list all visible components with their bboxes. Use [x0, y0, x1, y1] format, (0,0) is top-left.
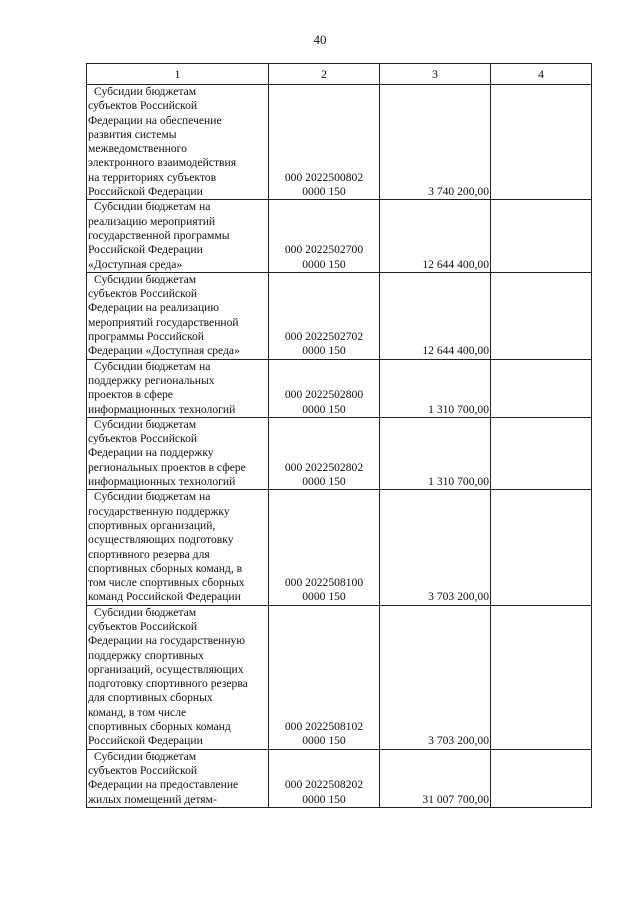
description-line: поддержку региональных: [88, 373, 215, 387]
budget-table: [86, 63, 592, 808]
description-line: спортивных сборных команд, в: [88, 561, 243, 575]
description-line: спортивных организаций,: [88, 518, 216, 532]
description-line: Российской Федерации: [88, 185, 203, 199]
description-line: команд, в том числе: [88, 705, 187, 719]
row-description: [87, 85, 269, 200]
row-description: [87, 490, 269, 605]
description-line: государственную поддержку: [88, 504, 230, 518]
row-amount: 12 644 400,00: [380, 272, 491, 359]
description-line: информационных технологий: [88, 475, 236, 489]
row-amount: 1 310 700,00: [380, 359, 491, 417]
code-line: 0000 150: [302, 185, 346, 199]
description-line: реализацию мероприятий: [88, 214, 216, 228]
row-amount: 3 740 200,00: [380, 85, 491, 200]
description-line: спортивных сборных команд: [88, 720, 231, 734]
row-budget-code: [269, 417, 380, 489]
description-line: Субсидии бюджетам на: [94, 200, 211, 214]
row-description: [87, 272, 269, 359]
description-line: Субсидии бюджетам: [94, 417, 197, 431]
code-line: 000 2022502700: [284, 243, 364, 257]
description-line: жилых помещений детям-: [88, 792, 217, 806]
description-line: мероприятий государственной: [88, 315, 239, 329]
description-line: субъектов Российской: [88, 432, 198, 446]
description-line: субъектов Российской: [88, 99, 198, 113]
code-line: 0000 150: [302, 475, 346, 489]
description-line: информационных технологий: [88, 402, 236, 416]
code-line: 000 2022508102: [284, 720, 364, 734]
description-line: организаций, осуществляющих: [88, 662, 244, 676]
page-number: 40: [313, 32, 327, 47]
row-amount: 12 644 400,00: [380, 200, 491, 272]
description-line: Федерации на государственную: [88, 634, 245, 648]
code-line: 0000 150: [302, 402, 346, 416]
description-line: подготовку спортивного резерва: [88, 677, 248, 691]
description-line: электронного взаимодействия: [88, 156, 237, 170]
description-line: на территориях субъектов: [88, 170, 217, 184]
code-line: 0000 150: [302, 792, 346, 806]
row-description: [87, 359, 269, 417]
description-line: проектов в сфере: [88, 388, 173, 402]
description-line: Субсидии бюджетам на: [94, 490, 211, 504]
row-budget-code: [269, 85, 380, 200]
code-line: 000 2022502800: [284, 388, 364, 402]
code-line: 000 2022508202: [284, 778, 364, 792]
row-description: [87, 749, 269, 807]
table-row: [87, 490, 592, 605]
description-line: Субсидии бюджетам: [94, 85, 197, 98]
row-col-4: [491, 359, 592, 417]
row-budget-code: [269, 605, 380, 749]
description-line: «Доступная среда»: [88, 257, 183, 271]
description-line: программы Российской: [88, 330, 204, 344]
description-line: Федерации на предоставление: [88, 778, 239, 792]
row-budget-code: [269, 359, 380, 417]
table-row: [87, 417, 592, 489]
description-line: Федерации на обеспечение: [88, 113, 222, 127]
description-line: том числе спортивных сборных: [88, 576, 245, 590]
row-col-4: [491, 272, 592, 359]
row-budget-code: [269, 749, 380, 807]
code-line: 000 2022502702: [284, 330, 364, 344]
row-col-4: [491, 605, 592, 749]
code-line: 0000 150: [302, 590, 346, 604]
table-row: [87, 359, 592, 417]
header-col-3: 3: [380, 64, 491, 85]
row-col-4: [491, 85, 592, 200]
description-line: государственной программы: [88, 228, 230, 242]
description-line: Российской Федерации: [88, 734, 203, 748]
table-row: [87, 749, 592, 807]
row-budget-code: [269, 490, 380, 605]
description-line: Субсидии бюджетам: [94, 749, 197, 763]
description-line: Федерации на поддержку: [88, 446, 214, 460]
table-body: [87, 85, 592, 808]
table-row: [87, 85, 592, 200]
row-col-4: [491, 200, 592, 272]
description-line: Федерации на реализацию: [88, 301, 220, 315]
table-header: [87, 64, 592, 85]
row-amount: 3 703 200,00: [380, 605, 491, 749]
header-col-1: 1: [87, 64, 269, 85]
row-budget-code: [269, 200, 380, 272]
description-line: Субсидии бюджетам: [94, 272, 197, 286]
row-budget-code: [269, 272, 380, 359]
description-line: региональных проектов в сфере: [88, 460, 246, 474]
description-line: Российской Федерации: [88, 243, 203, 257]
description-line: субъектов Российской: [88, 287, 198, 301]
table-row: [87, 605, 592, 749]
code-line: 000 2022502802: [284, 460, 364, 474]
code-line: 000 2022500802: [284, 170, 364, 184]
description-line: развития системы: [88, 127, 177, 141]
row-amount: 1 310 700,00: [380, 417, 491, 489]
description-line: команд Российской Федерации: [88, 590, 241, 604]
description-line: Субсидии бюджетам: [94, 605, 197, 619]
description-line: межведомственного: [88, 142, 187, 156]
table-row: [87, 272, 592, 359]
row-description: [87, 605, 269, 749]
code-line: 0000 150: [302, 257, 346, 271]
description-line: субъектов Российской: [88, 619, 198, 633]
row-col-4: [491, 490, 592, 605]
description-line: поддержку спортивных: [88, 648, 204, 662]
header-col-4: 4: [491, 64, 592, 85]
description-line: спортивного резерва для: [88, 547, 210, 561]
description-line: для спортивных сборных: [88, 691, 213, 705]
row-amount: 3 703 200,00: [380, 490, 491, 605]
code-line: 0000 150: [302, 344, 346, 358]
code-line: 000 2022508100: [284, 576, 364, 590]
header-row: [87, 64, 592, 85]
header-col-2: 2: [269, 64, 380, 85]
row-description: [87, 200, 269, 272]
description-line: осуществляющих подготовку: [88, 533, 234, 547]
row-description: [87, 417, 269, 489]
row-col-4: [491, 417, 592, 489]
code-line: 0000 150: [302, 734, 346, 748]
row-col-4: [491, 749, 592, 807]
description-line: Субсидии бюджетам на: [94, 359, 211, 373]
row-amount: 31 007 700,00: [380, 749, 491, 807]
description-line: Федерации «Доступная среда»: [88, 344, 240, 358]
description-line: субъектов Российской: [88, 763, 198, 777]
table-row: [87, 200, 592, 272]
